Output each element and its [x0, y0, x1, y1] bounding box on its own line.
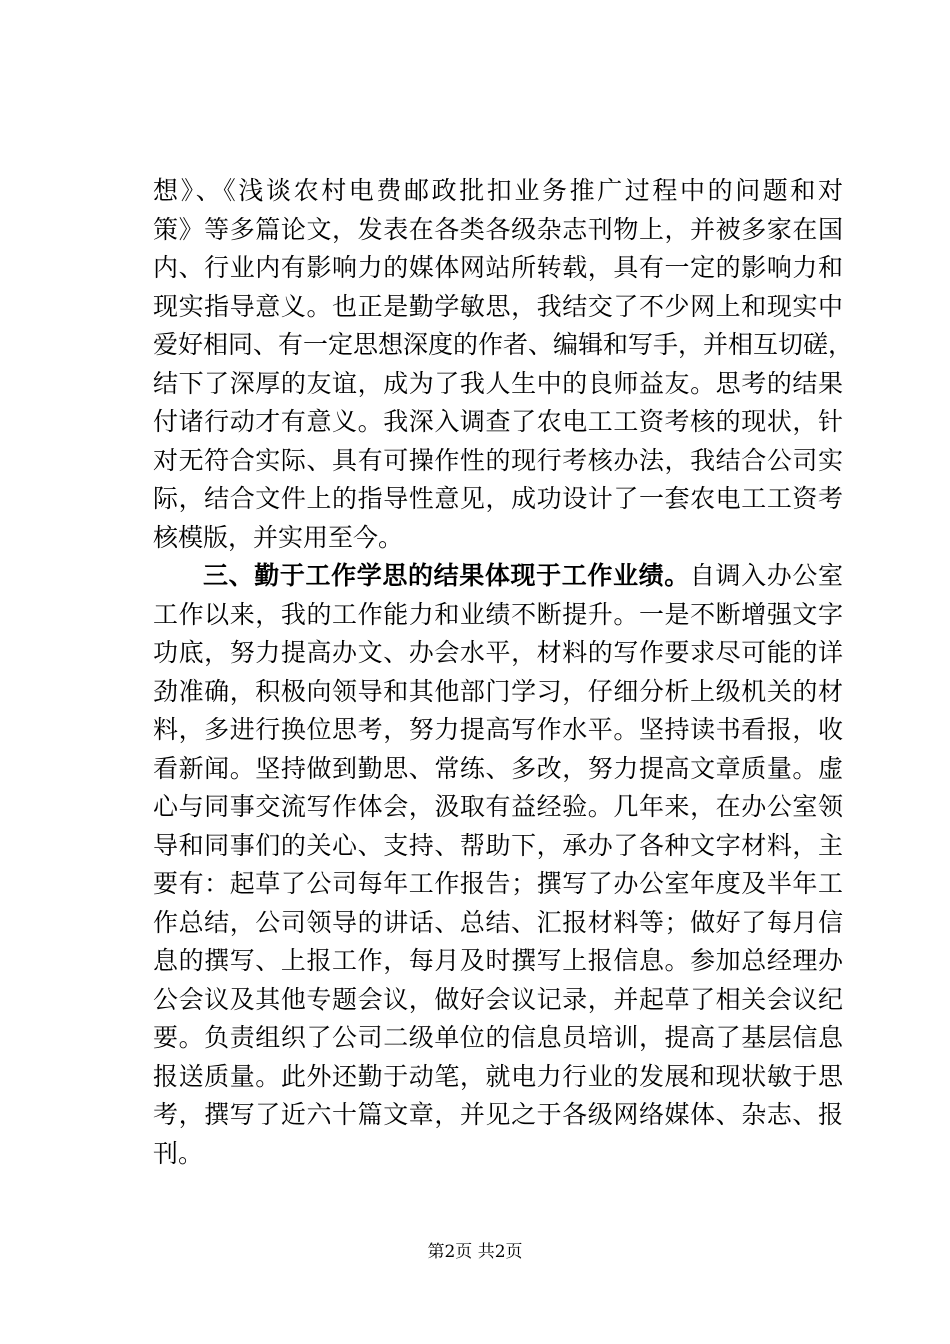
- text-line: 付诸行动才有意义。我深入调查了农电工工资考核的现状，针: [153, 407, 843, 436]
- text-line: 对无符合实际、具有可操作性的现行考核办法，我结合公司实: [153, 445, 843, 475]
- paragraph-section-three: [153, 557, 843, 1173]
- text-line: 策》等多篇论文，发表在各类各级杂志刊物上，并被多家在国: [153, 214, 843, 244]
- text-line: 核模版，并实用至今。: [153, 522, 404, 552]
- text-line: 际，结合文件上的指导性意见，成功设计了一套农电工工资考: [153, 484, 843, 513]
- text-line: 想》、《浅谈农村电费邮政批扣业务推广过程中的问题和对: [153, 176, 843, 205]
- text-line: 作总结，公司领导的讲话、总结、汇报材料等；做好了每月信: [153, 907, 843, 937]
- text-line: 报送质量。此外还勤于动笔，就电力行业的发展和现状敏于思: [153, 1061, 843, 1091]
- text-line-first: [153, 557, 843, 596]
- text-line: 公会议及其他专题会议，做好会议记录，并起草了相关会议纪: [153, 984, 843, 1014]
- text-line: 刊。: [153, 1138, 204, 1168]
- page-number: 第2页 共2页: [427, 1242, 523, 1262]
- text-line: 考，撰写了近六十篇文章，并见之于各级网络媒体、杂志、报: [153, 1100, 843, 1129]
- text-line: 结下了深厚的友谊，成为了我人生中的良师益友。思考的结果: [153, 368, 843, 398]
- document-body: [153, 172, 854, 1173]
- text-line: 要有：起草了公司每年工作报告；撰写了办公室年度及半年工: [153, 869, 843, 898]
- text-line: 爱好相同、有一定思想深度的作者、编辑和写手，并相互切磋，: [153, 330, 854, 359]
- page-footer: [0, 1240, 950, 1264]
- section-text: 自调入办公室: [689, 561, 843, 590]
- text-line: 工作以来，我的工作能力和业绩不断提升。一是不断增强文字: [153, 599, 843, 629]
- text-line: 心与同事交流写作体会，汲取有益经验。几年来，在办公室领: [153, 792, 843, 821]
- text-line: 功底，努力提高办文、办会水平，材料的写作要求尽可能的详: [153, 638, 843, 667]
- text-line: 料，多进行换位思考，努力提高写作水平。坚持读书看报，收: [153, 715, 843, 744]
- text-line: 息的撰写、上报工作，每月及时撰写上报信息。参加总经理办: [153, 946, 843, 975]
- text-line: 要。负责组织了公司二级单位的信息员培训，提高了基层信息: [153, 1023, 843, 1052]
- text-line: 现实指导意义。也正是勤学敏思，我结交了不少网上和现实中: [153, 291, 843, 321]
- text-line: 导和同事们的关心、支持、帮助下，承办了各种文字材料，主: [153, 830, 843, 860]
- section-heading: 三、勤于工作学思的结果体现于工作业绩。: [203, 561, 690, 590]
- text-line: 内、行业内有影响力的媒体网站所转载，具有一定的影响力和: [153, 253, 843, 282]
- text-line: 劲准确，积极向领导和其他部门学习，仔细分析上级机关的材: [153, 676, 843, 706]
- paragraph-continued: [153, 172, 854, 557]
- text-line: 看新闻。坚持做到勤思、常练、多改，努力提高文章质量。虚: [153, 753, 843, 783]
